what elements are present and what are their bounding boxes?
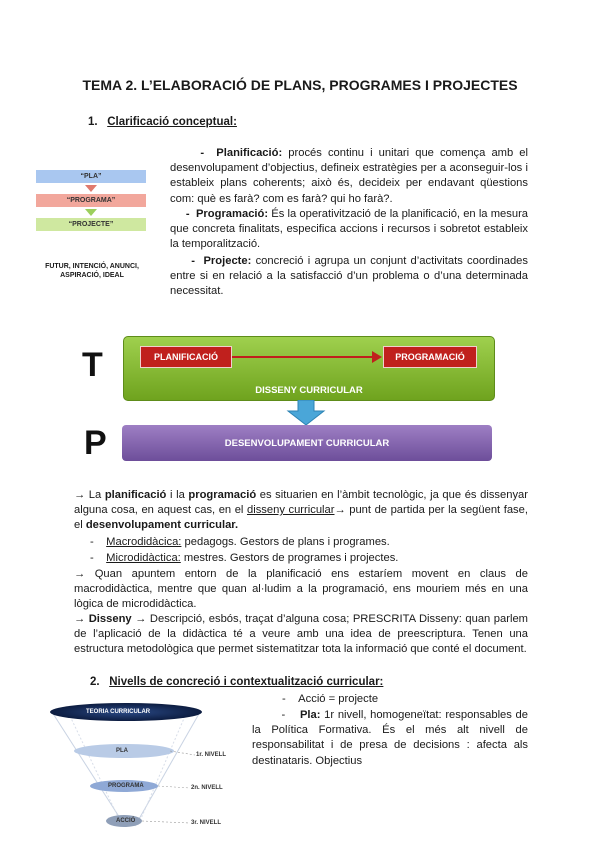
accio-text: Acció = projecte bbox=[298, 693, 379, 705]
para3-term: Disseny bbox=[88, 613, 132, 625]
bullet-micro: - Microdidàctica: mestres. Gestors de programes i projectes. bbox=[90, 552, 399, 564]
para1-programacio: programació bbox=[188, 489, 257, 501]
arrow-right-icon bbox=[232, 350, 382, 364]
arrow-bullet-icon: → bbox=[131, 613, 147, 625]
page-title: TEMA 2. L’ELABORACIÓ DE PLANS, PROGRAMES I PROJECTES bbox=[82, 77, 518, 93]
section-2-number: 2. bbox=[90, 676, 100, 688]
arrow-bullet-icon: → bbox=[74, 489, 89, 501]
section-1-label: Clarificació conceptual: bbox=[107, 116, 237, 128]
letter-t: T bbox=[82, 346, 103, 384]
section-1-heading bbox=[88, 116, 237, 128]
para1-planificacio: planificació bbox=[104, 489, 167, 501]
paragraph-disseny bbox=[74, 612, 528, 658]
paragraph-macro-micro bbox=[74, 567, 528, 613]
para3-text: Descripció, esbós, traçat d’alguna cosa; PRESCRITA Disseny: quan parlem de l’aplicació de la didàctica té a veure amb una idea de preescriptura. Tenen una estructura metodològica que permet sistematitzar tota la informació que conté el document. bbox=[74, 613, 528, 656]
letter-p: P bbox=[84, 424, 107, 462]
cone-pla-label: PLA bbox=[116, 748, 128, 754]
text-planificacio: procés continu i unitari que comença amb el desenvolupament d’objectius, defineix estratègies per a aconseguir-los i estableix plans coherents; això és, decideix per endavant qüestions com: què es farà? com es farà? qui ho farà?. bbox=[170, 147, 528, 205]
term-planificacio: Planificació: bbox=[216, 147, 283, 159]
cone-level-1: 1r. NIVELL bbox=[196, 752, 227, 758]
level-pla: “PLA” bbox=[36, 170, 146, 183]
term-projecte: Projecte: bbox=[203, 255, 252, 267]
section-2-heading bbox=[90, 676, 383, 688]
para1-text-e: es situarien en l’àmbit tecnològic, ja que és dissenyar alguna cosa, en aquest cas, en el bbox=[74, 489, 528, 517]
para1-text-c: i la bbox=[166, 489, 189, 501]
arrow-down-icon bbox=[85, 209, 97, 216]
definition-programacio: - Programació: És la operativització de la planificació, en la mesura que concreta finalitats, especifica accions i recursos i sobretot estableix la temporalització. bbox=[170, 208, 529, 251]
arrow-bullet-icon: → bbox=[74, 568, 95, 580]
cone-programa-label: PROGRAMA bbox=[108, 783, 144, 789]
para1-desenvolupament: desenvolupament curricular. bbox=[85, 519, 239, 532]
level-programa: “PROGRAMA” bbox=[36, 194, 146, 207]
pla-term: Pla: bbox=[299, 709, 321, 721]
definition-pla: - Pla: 1r nivell, homogeneïtat: responsables de la Política Formativa. És el més alt nivell de responsabilitat i de presa de decisions : afecta als destinataris. Objectius bbox=[252, 709, 528, 767]
bullet-macro: - Macrodidàcica: pedagogs. Gestors de plans i programes. bbox=[90, 536, 390, 548]
cone-diagram bbox=[40, 696, 270, 836]
para1-disseny-curricular: disseny curricular bbox=[246, 504, 335, 517]
micro-text: mestres. Gestors de programes i projectes. bbox=[180, 552, 399, 564]
para1-text-a: La bbox=[88, 489, 105, 501]
planificacio-box: PLANIFICACIÓ bbox=[140, 346, 232, 368]
macro-text: pedagogs. Gestors de plans i programes. bbox=[181, 536, 390, 548]
definition-projecte: - Projecte: concreció i agrupa un conjunt d’activitats coordinades entre si en relació a la satisfacció d’un problema o d’una determinada necessitat. bbox=[170, 255, 528, 298]
arrow-down-icon bbox=[85, 185, 97, 192]
desenvolupament-curricular-box: DESENVOLUPAMENT CURRICULAR bbox=[122, 425, 492, 461]
section-1-number: 1. bbox=[88, 116, 98, 128]
definition-planificacio: - Planificació: procés continu i unitari que comença amb el desenvolupament d’objectius, defineix estratègies per a aconseguir-los i estableix plans coherents; això és, decideix per endavant qüestions com: què es farà? com es farà? qui ho farà?. bbox=[170, 147, 528, 205]
arrow-bullet-icon: → bbox=[334, 504, 346, 517]
term-programacio: Programació: bbox=[195, 208, 269, 220]
para1-text-g: punt de partida per la següent fase, el bbox=[74, 504, 528, 532]
cone-top-label: TEORIA CURRICULAR bbox=[86, 709, 151, 715]
disseny-curricular-label: DISSENY CURRICULAR bbox=[255, 385, 363, 396]
text-projecte: concreció i agrupa un conjunt d’activitats coordinades entre si en relació a la satisfacció d’un problema o d’una determinada necessitat. bbox=[170, 255, 528, 298]
arrow-down-icon bbox=[286, 400, 326, 426]
pla-text: 1r nivell, homogeneïtat: responsables de la Política Formativa. És el més alt nivell de responsabilitat i de presa de decisions : afecta als destinataris. Objectius bbox=[252, 709, 528, 767]
bullet-accio: - Acció = projecte bbox=[282, 693, 379, 705]
arrow-bullet-icon: → bbox=[74, 613, 89, 625]
para2-text: Quan apuntem entorn de la planificació ens estaríem movent en claus de macrodidàctica, mentre que quan al·ludim a la programació, ens mouriem més en una lògica de microdidàctica. bbox=[74, 568, 528, 611]
micro-term: Microdidàctica: bbox=[106, 552, 181, 564]
text-programacio: És la operativització de la planificació, en la mesura que concreta finalitats, especifica accions i recursos i sobretot estableix la temporalització. bbox=[170, 208, 529, 251]
disseny-curricular-box bbox=[123, 336, 495, 401]
cone-level-2: 2n. NIVELL bbox=[191, 785, 223, 791]
level-projecte: “PROJECTE” bbox=[36, 218, 146, 231]
paragraph-tecnologic bbox=[74, 488, 528, 534]
cone-level-3: 3r. NIVELL bbox=[191, 820, 222, 826]
macro-term: Macrodidàcica: bbox=[106, 536, 182, 548]
programacio-box: PROGRAMACIÓ bbox=[383, 346, 477, 368]
cone-accio-label: ACCIÓ bbox=[116, 818, 136, 824]
levels-caption: FUTUR, INTENCIÓ, ANUNCI, ASPIRACIÓ, IDEAL bbox=[45, 263, 139, 279]
section-2-label: Nivells de concreció i contextualització curricular: bbox=[109, 676, 384, 688]
